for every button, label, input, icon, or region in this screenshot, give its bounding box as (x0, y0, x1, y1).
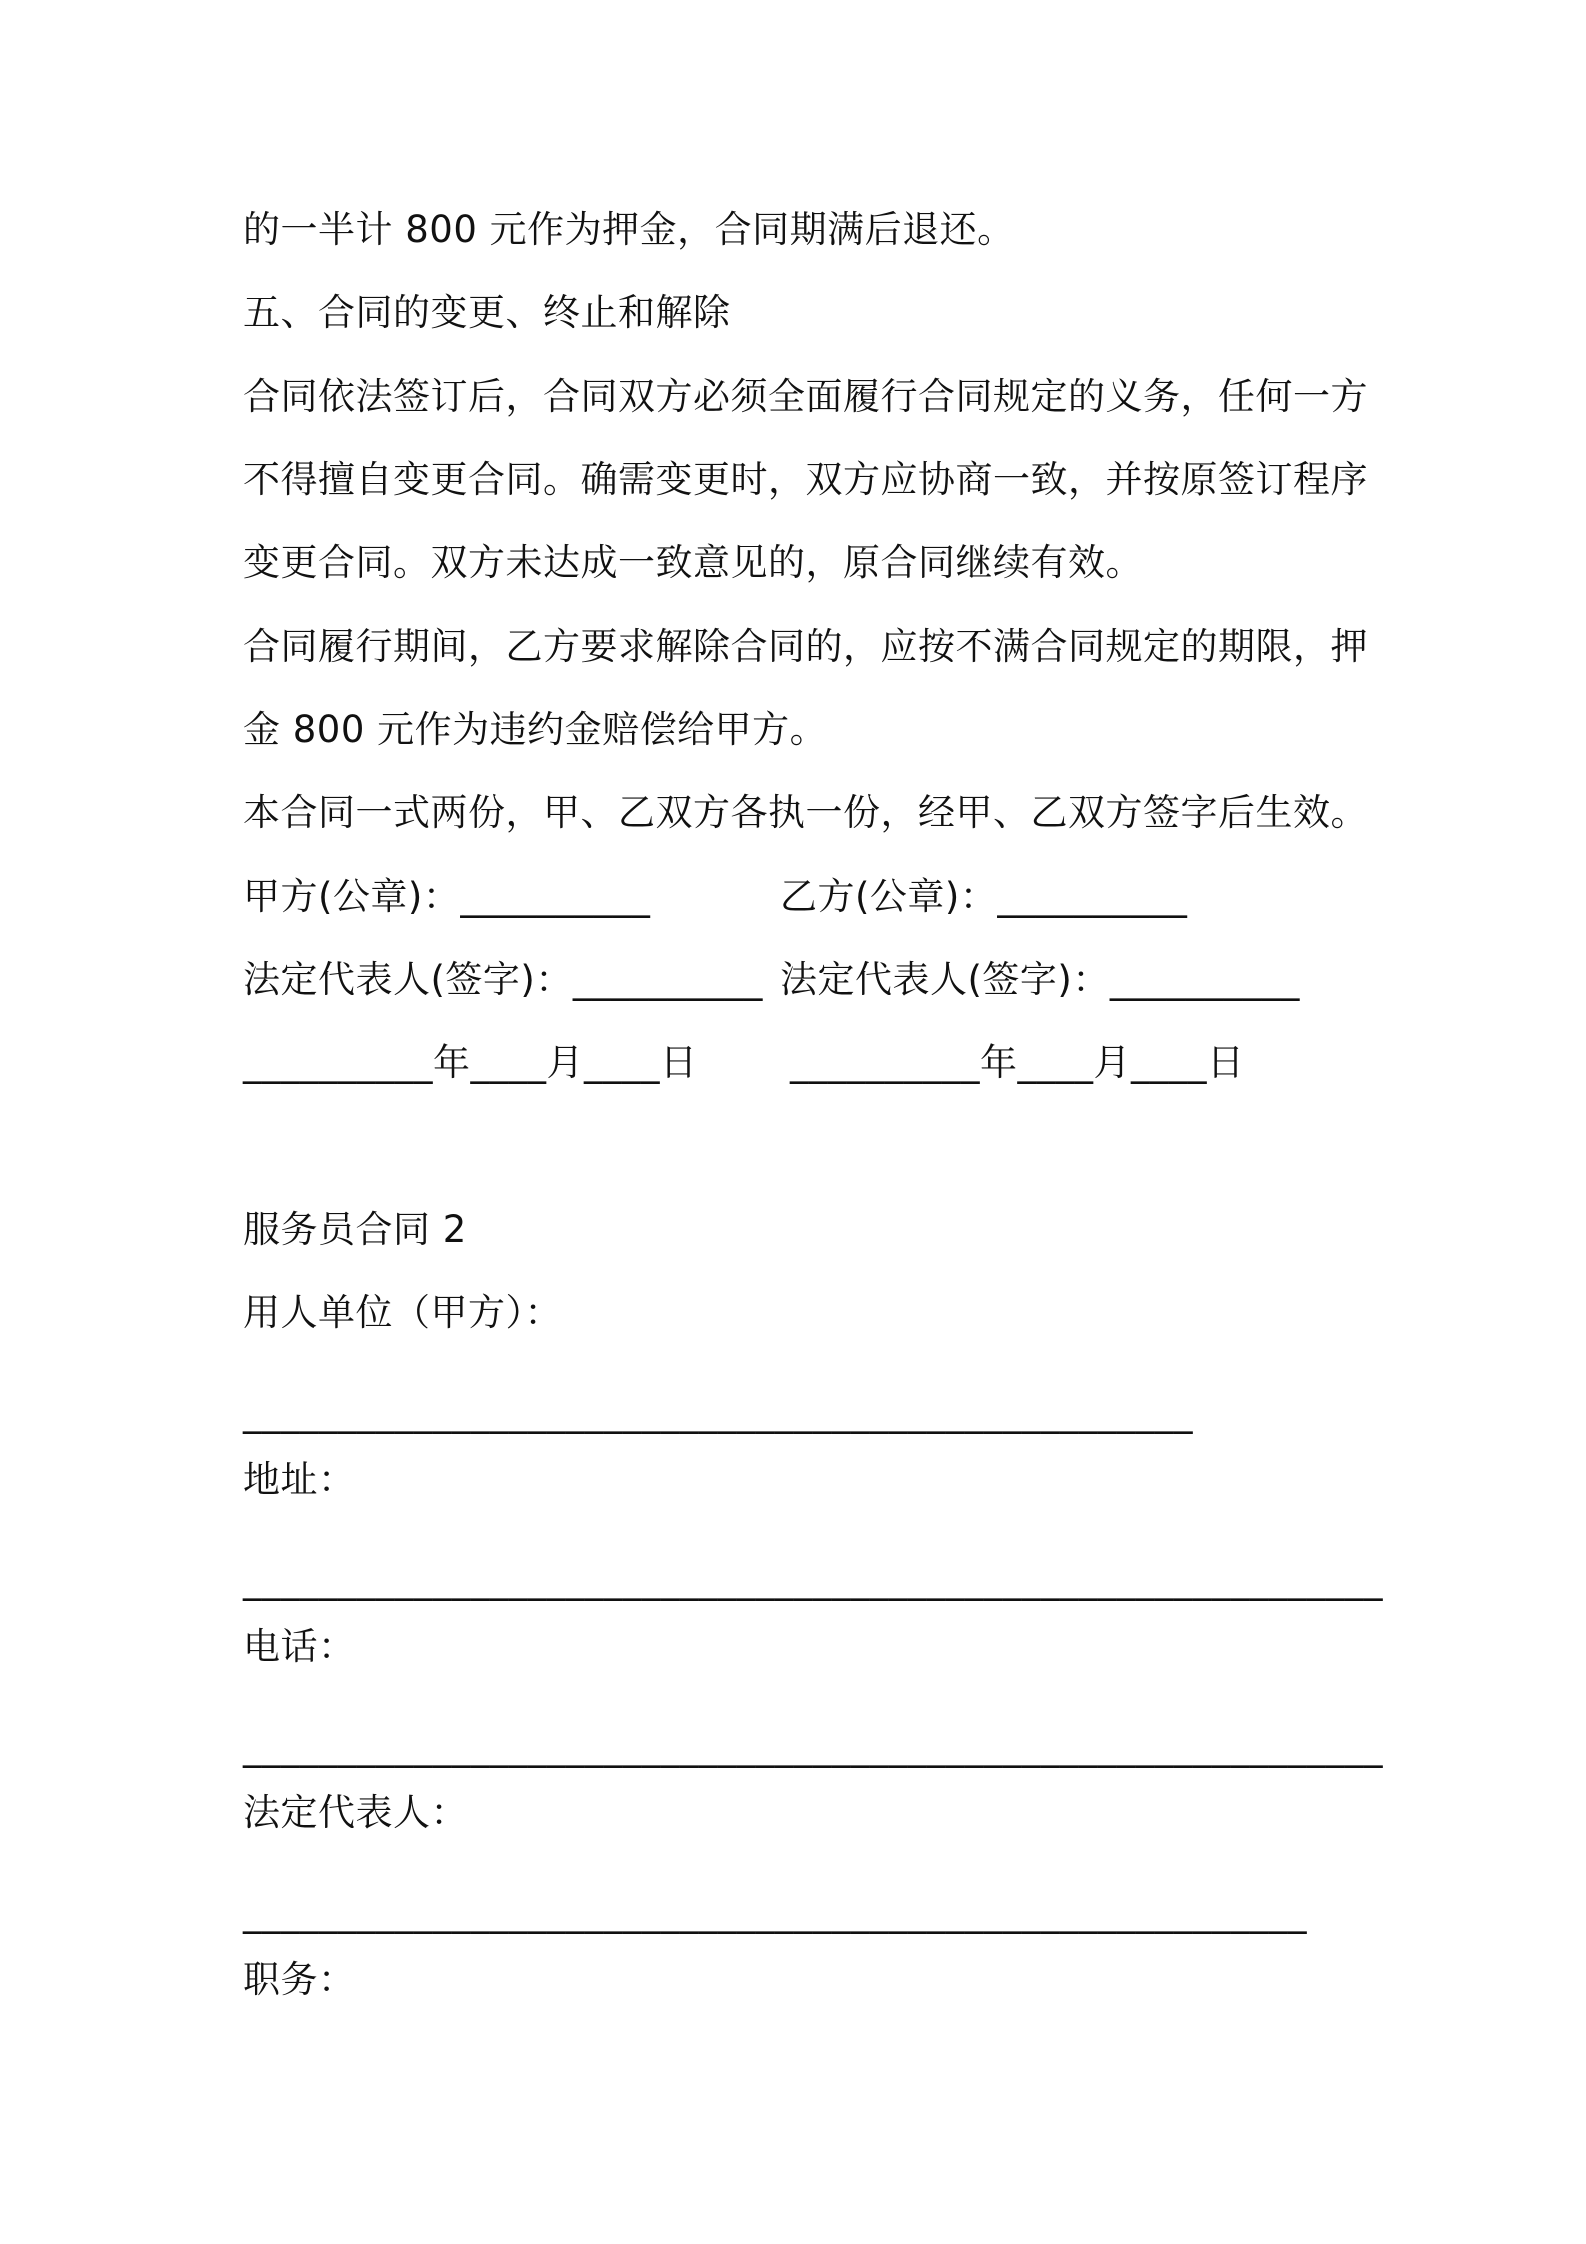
section-five-para1-line1: 合同依法签订后，合同双方必须全面履行合同规定的义务，任何一方 (243, 375, 1368, 418)
position-label: 职务： (243, 1958, 356, 2001)
section-five-para2-line2: 金 800 元作为违约金赔偿给甲方。 (243, 708, 828, 751)
section-five-para2-line1: 合同履行期间，乙方要求解除合同的，应按不满合同规定的期限，押 (243, 625, 1368, 668)
party-a-seal: 甲方(公章)：__________ (243, 875, 651, 918)
employer-label: 用人单位（甲方）： (243, 1291, 562, 1334)
party-a-representative: 法定代表人(签字)：__________ (243, 958, 763, 1001)
party-a-date: __________年____月____日 (243, 1041, 698, 1084)
phone-blank: ____________________________________________________________ (243, 1725, 1383, 1768)
section-five-para1-line2: 不得擅自变更合同。确需变更时，双方应协商一致，并按原签订程序 (243, 458, 1368, 501)
section-five-heading: 五、合同的变更、终止和解除 (243, 291, 731, 334)
party-b-seal: 乙方(公章)：__________ (780, 875, 1188, 918)
representative-blank: ________________________________________________________ (243, 1891, 1307, 1934)
contract2-title: 服务员合同 2 (243, 1208, 467, 1251)
party-b-representative: 法定代表人(签字)：__________ (780, 958, 1300, 1001)
address-blank: ____________________________________________________________ (243, 1558, 1383, 1601)
party-b-date: __________年____月____日 (790, 1041, 1245, 1084)
section-five-para3: 本合同一式两份，甲、乙双方各执一份，经甲、乙双方签字后生效。 (243, 791, 1368, 834)
representative-label: 法定代表人： (243, 1791, 468, 1834)
employer-blank: __________________________________________________ (243, 1391, 1193, 1434)
deposit-clause-continuation: 的一半计 800 元作为押金，合同期满后退还。 (243, 208, 1015, 251)
address-label: 地址： (243, 1458, 356, 1501)
phone-label: 电话： (243, 1625, 356, 1668)
section-five-para1-line3: 变更合同。双方未达成一致意见的，原合同继续有效。 (243, 541, 1143, 584)
